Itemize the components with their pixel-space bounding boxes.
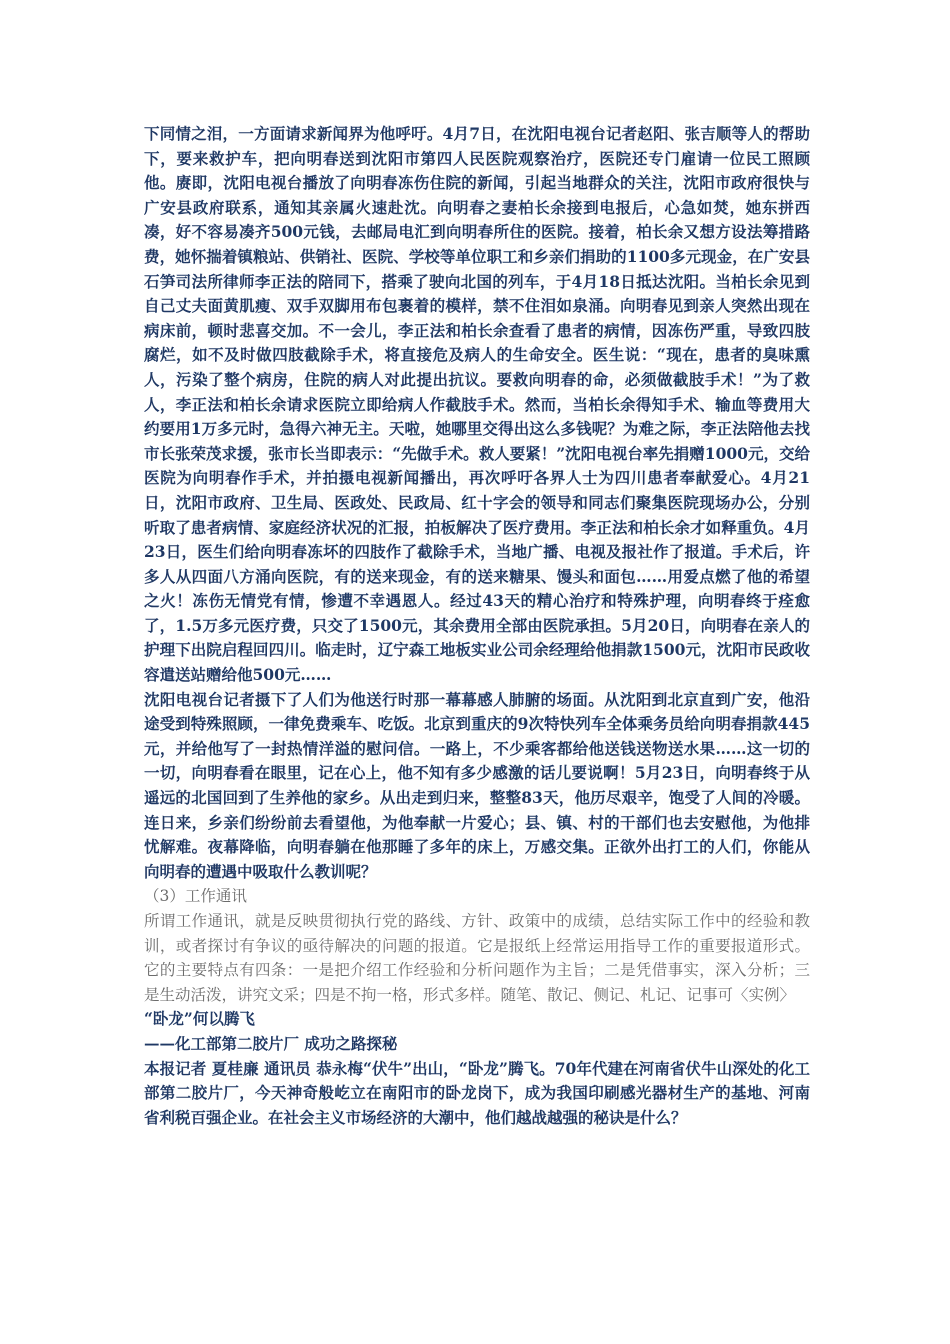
article-subtitle: ——化工部第二胶片厂 成功之路探秘 (144, 1033, 398, 1053)
story-paragraph-1: 下同情之泪，一方面请求新闻界为他呼吁。4月7日，在沈阳电视台记者赵阳、张吉顺等人的帮助下，要来救护车，把向明春送到沈阳市第四人民医院观察治疗，医院还专门雇请一位民工照顾他。赓即，沈阳电视台播放了向明春冻伤住院的新闻，引起当地群众的关注，沈阳市政府很快与广安县政府联系，通知其亲属火速赴沈。向明春之妻柏长余接到电报后，心急如焚，她东拼西凑，好不容易凑齐500元钱，去邮局电汇到向明春所住的医院。接着，柏长余又想方设法筹措路费，她怀揣着镇粮站、供销社、医院、学校等单位职工和乡亲们捐助的1100多元现金，在广安县石笋司法所律师李正法的陪同下，搭乘了驶向北国的列车，于4月18日抵达沈阳。当柏长余见到自己丈夫面黄肌瘦、双手双脚用布包裹着的模样，禁不住泪如泉涌。向明春见到亲人突然出现在病床前，顿时悲喜交加。不一会儿，李正法和柏长余查看了患者的病情，因冻伤严重，导致四肢腐烂，如不及时做四肢截除手术，将直接危及病人的生命安全。医生说：“现在，患者的臭味熏人，污染了整个病房，住院的病人对此提出抗议。要救向明春的命，必须做截肢手术！”为了救人，李正法和柏长余请求医院立即给病人作截肢手术。然而，当柏长余得知手术、输血等费用大约要用1万多元时，急得六神无主。天啦，她哪里交得出这么多钱呢？为难之际，李正法陪他去找市长张荣茂求援，张市长当即表示：“先做手术。救人要紧！”沈阳电视台率先捐赠1000元，交给医院为向明春作手术，并拍摄电视新闻播出，再次呼吁各界人士为四川患者奉献爱心。4月21日，沈阳市政府、卫生局、医政处、民政局、红十字会的领导和同志们聚集医院现场办公，分别听取了患者病情、家庭经济状况的汇报，拍板解决了医疗费用。李正法和柏长余才如释重负。4月23日，医生们给向明春冻坏的四肢作了截除手术，当地广播、电视及报社作了报道。手术后，许多人从四面八方涌向医院，有的送来现金，有的送来糖果、馒头和面包……用爱点燃了他的希望之火！冻伤无情党有情，惨遭不幸遇恩人。经过43天的精心治疗和特殊护理，向明春终于痊愈了，1.5万多元医疗费，只交了1500元，其余费用全部由医院承担。5月20日，向明春在亲人的护理下出院启程回四川。临走时，辽宁森工地板实业公司余经理给他捐款1500元，沈阳市民政收容遣送站赠给他500元…… (144, 124, 810, 685)
document-page (144, 122, 810, 1130)
section-heading: （3）工作通讯 (144, 887, 247, 906)
article-title: “卧龙”何以腾飞 (144, 1009, 255, 1029)
definition-paragraph: 所谓工作通讯，就是反映贯彻执行党的路线、方针、政策中的成绩，总结实际工作中的经验和教训，或者探讨有争议的亟待解决的问题的报道。它是报纸上经常运用指导工作的重要报道形式。它的主要特点有四条：一是把介绍工作经验和分析问题作为主旨；二是凭借事实，深入分析；三是生动活泼，讲究文采；四是不拘一格，形式多样。随笔、散记、侧记、札记、记事可〈实例〉 (144, 912, 810, 1004)
article-lead-paragraph: 本报记者 夏桂廉 通讯员 恭永梅“伏牛”出山，“卧龙”腾飞。70年代建在河南省伏牛山深处的化工部第二胶片厂，今天神奇般屹立在南阳市的卧龙岗下，成为我国印刷感光器材生产的基地、河南省利税百强企业。在社会主义市场经济的大潮中，他们越战越强的秘诀是什么？ (144, 1058, 810, 1127)
story-paragraph-2: 沈阳电视台记者摄下了人们为他送行时那一幕幕感人肺腑的场面。从沈阳到北京直到广安，他沿途受到特殊照顾，一律免费乘车、吃饭。北京到重庆的9次特快列车全体乘务员给向明春捐款445元，并给他写了一封热情洋溢的慰问信。一路上，不少乘客都给他送钱送物送水果……这一切的一切，向明春看在眼里，记在心上，他不知有多少感激的话儿要说啊！5月23日，向明春终于从遥远的北国回到了生养他的家乡。从出走到归来，整整83天，他历尽艰辛，饱受了人间的冷暖。连日来，乡亲们纷纷前去看望他，为他奉献一片爱心；县、镇、村的干部们也去安慰他，为他排忧解难。夜幕降临，向明春躺在他那睡了多年的床上，万感交集。正欲外出打工的人们，你能从向明春的遭遇中吸取什么教训呢？ (144, 689, 810, 881)
